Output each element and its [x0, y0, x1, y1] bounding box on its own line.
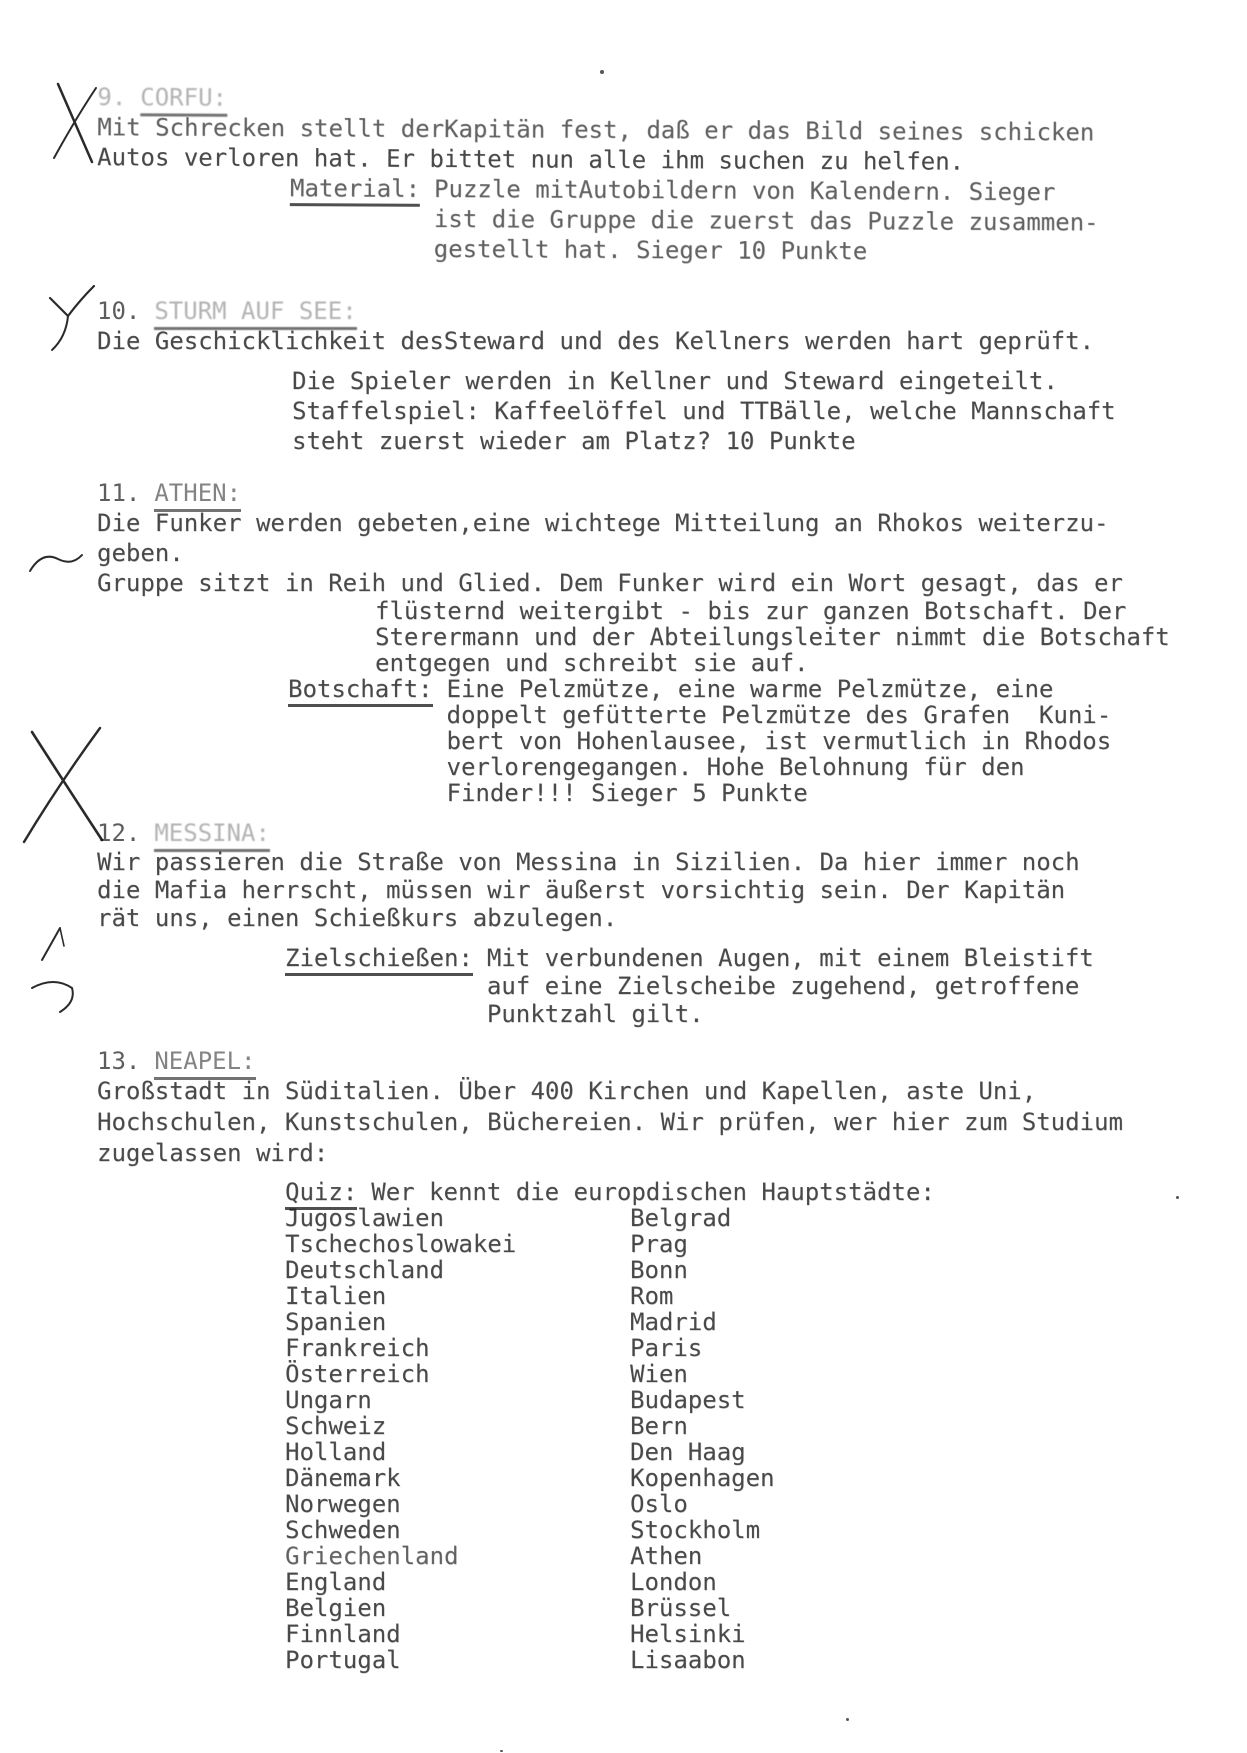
hook-mark — [26, 976, 82, 1020]
item-number: 10. — [97, 297, 141, 325]
quiz-capital: Bonn — [630, 1256, 688, 1284]
quiz-capital: Helsinki — [630, 1620, 746, 1648]
text-line: bert von Hohenlausee, ist vermutlich in Rhodos — [446, 727, 1112, 755]
check-mark — [42, 282, 102, 357]
text-line: Staffelspiel: Kaffeelöffel und TTBälle, welche Mannschaft — [292, 397, 1116, 425]
quiz-country: Schweiz — [285, 1412, 387, 1440]
text-line: geben. — [97, 539, 184, 567]
quiz-row — [285, 1231, 1085, 1257]
text-line: Autos verloren hat. Er bittet nun alle ihm suchen zu helfen. — [97, 143, 965, 176]
text-line: die Mafia herrscht, müssen wir äußerst vorsichtig sein. Der Kapitän — [97, 876, 1066, 904]
quiz-capital: Prag — [630, 1230, 688, 1258]
section-9-corfu — [97, 82, 1208, 268]
item-11-heading — [97, 478, 1207, 508]
text-line: flüsternd weitergibt - bis zur ganzen Botschaft. Der — [375, 597, 1127, 625]
quiz-row — [285, 1439, 1085, 1465]
text-line: rät uns, einen Schießkurs abzulegen. — [97, 904, 618, 932]
quiz-country: Deutschland — [285, 1256, 444, 1284]
text-line: Die Spieler werden in Kellner und Steward eingeteilt. — [292, 367, 1058, 395]
quiz-capital: Oslo — [630, 1490, 688, 1518]
quiz-country: England — [285, 1568, 387, 1596]
text-line: ist die Gruppe die zuerst das Puzzle zusammen- — [433, 204, 1099, 237]
quiz-capital: Budapest — [630, 1386, 746, 1414]
quiz-country: Holland — [285, 1438, 387, 1466]
quiz-capital: Bern — [630, 1412, 688, 1440]
quiz-capital: Stockholm — [630, 1516, 761, 1544]
quiz-capital: Madrid — [630, 1308, 717, 1336]
quiz-capital: Wien — [630, 1360, 688, 1388]
item-title: CORFU: — [140, 82, 227, 116]
item-number: 11. — [97, 479, 141, 507]
text-line: Punktzahl gilt. — [486, 1000, 704, 1028]
quiz-row — [285, 1569, 1085, 1595]
quiz-capital: Brüssel — [630, 1594, 732, 1622]
text-line: Eine Pelzmütze, eine warme Pelzmütze, eine — [446, 675, 1054, 703]
text-line: Sterermann und der Abteilungsleiter nimmt die Botschaft — [375, 623, 1170, 651]
quiz-row — [285, 1413, 1085, 1439]
item-title: NEAPEL: — [154, 1046, 255, 1080]
quiz-capital: Kopenhagen — [630, 1464, 775, 1492]
section-11-athen — [97, 478, 1207, 806]
quiz-row — [285, 1309, 1085, 1335]
scan-speck — [600, 70, 604, 74]
slash-mark — [34, 924, 68, 966]
quiz-row — [285, 1335, 1085, 1361]
text-line: steht zuerst wieder am Platz? 10 Punkte — [292, 427, 856, 455]
text-line: auf eine Zielscheibe zugehend, getroffene — [486, 972, 1080, 1000]
item-10-indent — [292, 366, 1207, 456]
section-10-sturm-auf-see — [97, 296, 1207, 456]
text-line: Puzzle mitAutobildern von Kalendern. Sieger — [433, 174, 1056, 207]
quiz-row — [285, 1387, 1085, 1413]
zielschiessen-block — [285, 944, 1207, 1028]
text-line: verlorengegangen. Hohe Belohnung für den — [446, 753, 1025, 781]
quiz-capital: Athen — [630, 1542, 703, 1570]
section-13-neapel — [97, 1046, 1207, 1208]
item-11-indent — [375, 598, 1207, 676]
quiz-country: Belgien — [285, 1594, 387, 1622]
item-number: 12. — [97, 819, 141, 847]
quiz-row — [285, 1361, 1085, 1387]
quiz-row — [285, 1491, 1085, 1517]
quiz-country: Norwegen — [285, 1490, 401, 1518]
quiz-country: Griechenland — [285, 1542, 459, 1570]
quiz-country: Schweden — [285, 1516, 401, 1544]
section-12-messina — [97, 818, 1207, 1028]
quiz-row — [285, 1205, 1085, 1231]
item-13-body — [97, 1076, 1207, 1169]
item-title: STURM AUF SEE: — [154, 296, 356, 330]
quiz-capital: Lisaabon — [630, 1646, 746, 1674]
quiz-row — [285, 1595, 1085, 1621]
quiz-country: Finnland — [285, 1620, 401, 1648]
text-line: gestellt hat. Sieger 10 Punkte — [433, 234, 868, 266]
item-title: ATHEN: — [154, 478, 241, 512]
quiz-row — [285, 1621, 1085, 1647]
quiz-list — [285, 1205, 1085, 1673]
material-block — [290, 173, 1207, 268]
text-line: entgegen und schreibt sie auf. — [375, 649, 809, 677]
quiz-row — [285, 1517, 1085, 1543]
item-number: 13. — [97, 1047, 141, 1075]
quiz-row — [285, 1647, 1085, 1673]
botschaft-label: Botschaft: — [288, 675, 433, 707]
quiz-country: Portugal — [285, 1646, 401, 1674]
text-line: Wer kennt die europdischen Hauptstädte: — [371, 1178, 935, 1206]
quiz-capital: London — [630, 1568, 717, 1596]
text-line: Mit verbundenen Augen, mit einem Bleistift — [486, 944, 1094, 972]
item-12-body — [97, 848, 1207, 932]
quiz-country: Tschechoslowakei — [285, 1230, 517, 1258]
quiz-label: Quiz: — [285, 1178, 357, 1210]
scan-speck — [846, 1718, 849, 1721]
item-10-body — [97, 326, 1207, 356]
quiz-country: Italien — [285, 1282, 387, 1310]
text-line: zugelassen wird: — [97, 1139, 329, 1167]
zielschiessen-label: Zielschießen: — [285, 944, 473, 976]
quiz-row — [285, 1465, 1085, 1491]
text-line: Finder!!! Sieger 5 Punkte — [446, 779, 808, 807]
text-line: Hochschulen, Kunstschulen, Büchereien. Wir prüfen, wer hier zum Studium — [97, 1108, 1123, 1136]
botschaft-block — [288, 676, 1207, 806]
quiz-country: Ungarn — [285, 1386, 372, 1414]
text-line: Gruppe sitzt in Reih und Glied. Dem Funker wird ein Wort gesagt, das er — [97, 569, 1123, 597]
text-line: Die Funker werden gebeten,eine wichtege Mitteilung an Rhokos weiterzu- — [97, 509, 1109, 537]
quiz-country: Jugoslawien — [285, 1204, 444, 1232]
quiz-row — [285, 1543, 1085, 1569]
quiz-country: Frankreich — [285, 1334, 430, 1362]
scan-speck — [500, 1750, 503, 1752]
text-line: Die Geschicklichkeit desSteward und des Kellners werden hart geprüft. — [97, 327, 1094, 355]
quiz-capital: Belgrad — [630, 1204, 732, 1232]
item-9-body — [97, 112, 1207, 178]
item-11-body — [97, 508, 1207, 598]
quiz-row — [285, 1257, 1085, 1283]
quiz-capital: Rom — [630, 1282, 674, 1310]
quiz-country: Spanien — [285, 1308, 387, 1336]
quiz-capital: Den Haag — [630, 1438, 746, 1466]
quiz-country: Dänemark — [285, 1464, 401, 1492]
quiz-capital: Paris — [630, 1334, 703, 1362]
item-12-heading — [97, 818, 1207, 848]
quiz-country: Österreich — [285, 1360, 430, 1388]
squiggle-mark — [26, 545, 86, 581]
item-number: 9. — [97, 83, 127, 112]
item-title: MESSINA: — [154, 818, 270, 852]
text-line: Wir passieren die Straße von Messina in Sizilien. Da hier immer noch — [97, 848, 1080, 876]
item-10-heading — [97, 296, 1207, 326]
text-line: Großstadt in Süditalien. Über 400 Kirchen und Kapellen, aste Uni, — [97, 1077, 1037, 1105]
text-line: Mit Schrecken stellt derKapitän fest, daß er das Bild seines schicken — [97, 113, 1095, 147]
quiz-row — [285, 1283, 1085, 1309]
item-13-heading — [97, 1046, 1207, 1076]
text-line: doppelt gefütterte Pelzmütze des Grafen Kuni- — [446, 701, 1112, 729]
material-label: Material: — [290, 174, 420, 207]
